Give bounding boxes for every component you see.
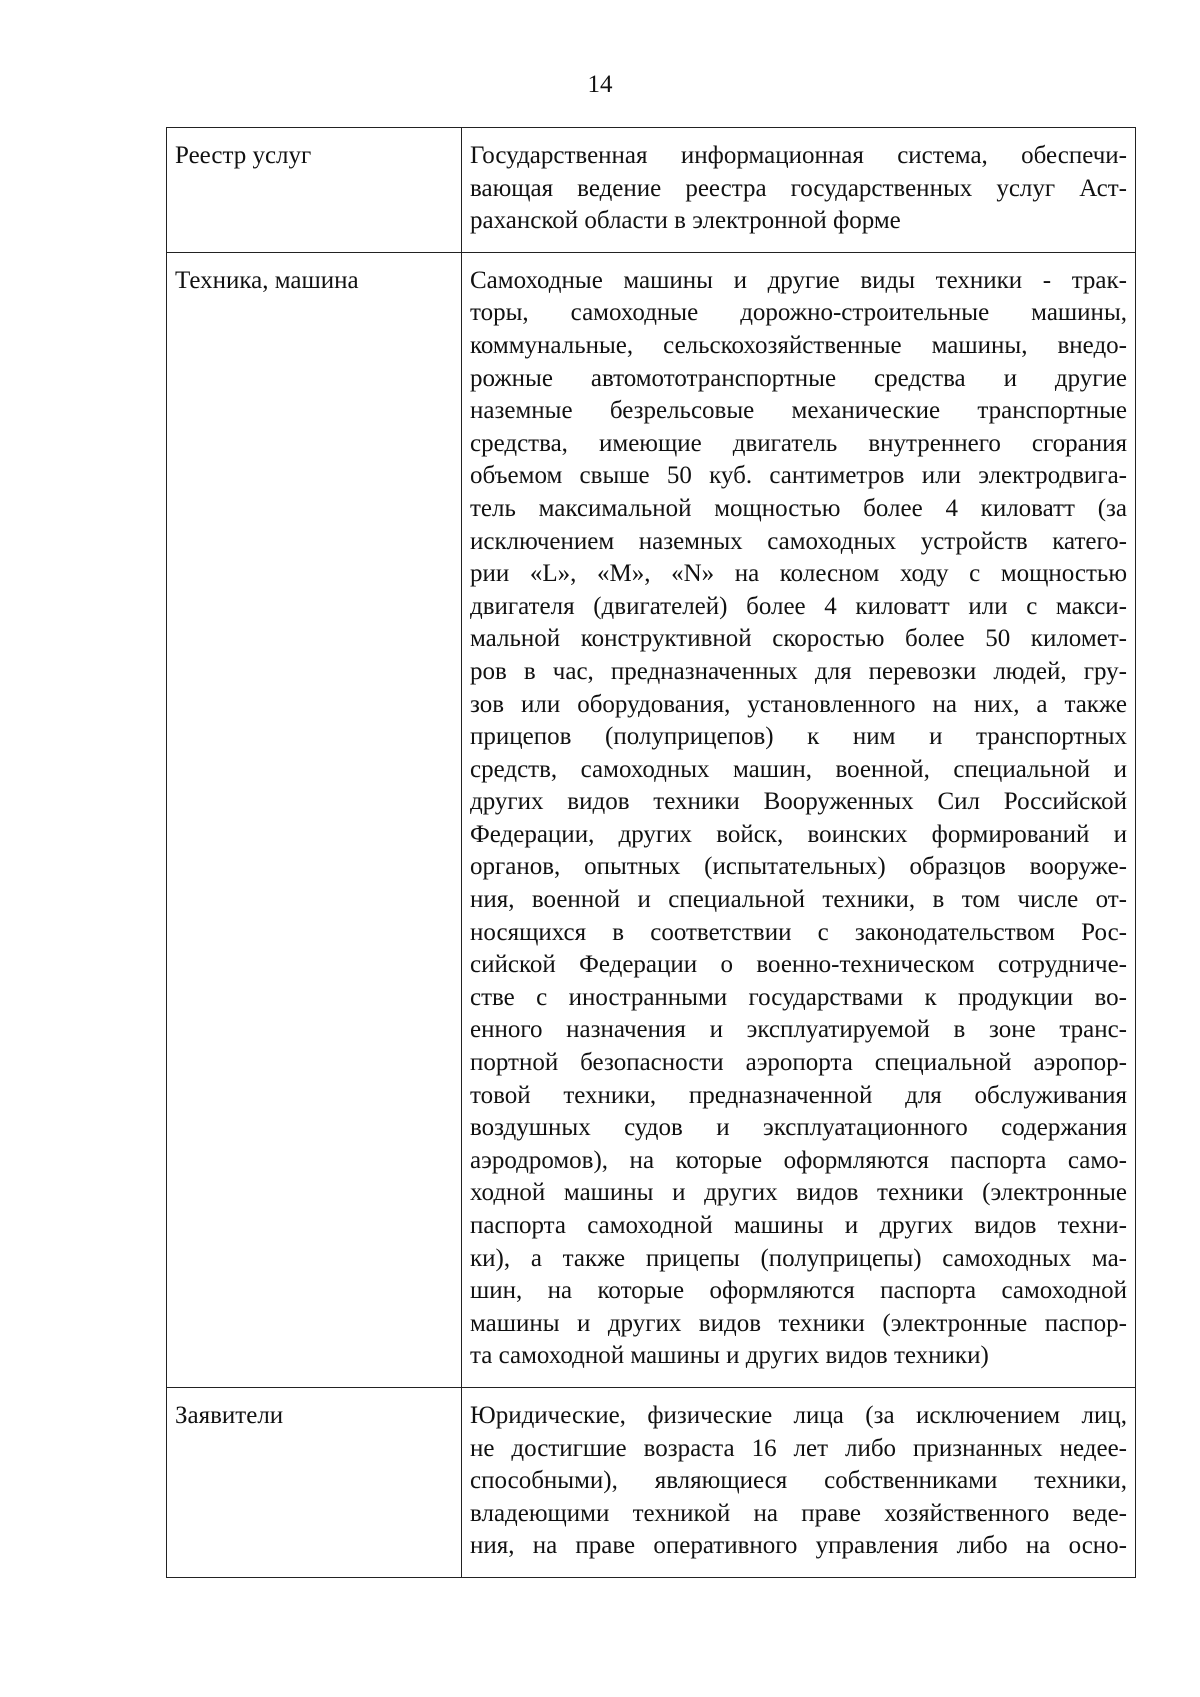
term-cell bbox=[167, 128, 462, 253]
definition-line: рожные автомототранспортные средства и другие bbox=[470, 364, 1127, 392]
definition-line: вающая ведение реестра государственных услуг Аст- bbox=[470, 174, 1127, 202]
definition-line: енного назначения и эксплуатируемой в зоне транс- bbox=[470, 1016, 1127, 1044]
definition-line: сийской Федерации о военно-техническом сотрудниче- bbox=[470, 951, 1127, 979]
definition-line: других видов техники Вооруженных Сил Российской bbox=[470, 788, 1127, 816]
table-row bbox=[167, 1387, 1136, 1577]
term-cell bbox=[167, 252, 462, 1387]
definition-line: Самоходные машины и другие виды техники - трак- bbox=[470, 266, 1127, 294]
definition-line: Юридические, физические лица (за исключением лиц, bbox=[470, 1401, 1127, 1429]
definition-line: ния, на праве оперативного управления либо на осно- bbox=[470, 1532, 1127, 1560]
definition-line: воздушных судов и эксплуатационного содержания bbox=[470, 1114, 1127, 1142]
definition-line: прицепов (полуприцепов) к ним и транспортных bbox=[470, 723, 1127, 751]
definition-line: носящихся в соответствии с законодательством Рос- bbox=[470, 918, 1127, 946]
definition-cell bbox=[462, 1387, 1136, 1577]
definition-line: средства, имеющие двигатель внутреннего сгорания bbox=[470, 429, 1127, 457]
definition-line: объемом свыше 50 куб. сантиметров или электродвига- bbox=[470, 462, 1127, 490]
definition-line: аэродромов), на которые оформляются паспорта само- bbox=[470, 1146, 1127, 1174]
table-row bbox=[167, 252, 1136, 1387]
definition-cell bbox=[462, 128, 1136, 253]
definition-line: не достигшие возраста 16 лет либо признанных недее- bbox=[470, 1434, 1127, 1462]
definition-line: ров в час, предназначенных для перевозки людей, гру- bbox=[470, 657, 1127, 685]
definition-line: та самоходной машины и других видов техники) bbox=[470, 1342, 989, 1370]
definition-line: ки), а также прицепы (полуприцепы) самоходных ма- bbox=[470, 1244, 1127, 1272]
definition-line: органов, опытных (испытательных) образцов вооруже- bbox=[470, 853, 1127, 881]
definition-line: коммунальные, сельскохозяйственные машины, внедо- bbox=[470, 331, 1127, 359]
definition-line: торы, самоходные дорожно-строительные машины, bbox=[470, 299, 1127, 327]
term-text: Техника, машина bbox=[175, 266, 359, 294]
definition-line: мальной конструктивной скоростью более 50 километ- bbox=[470, 625, 1127, 653]
term-cell bbox=[167, 1387, 462, 1577]
definition-line: раханской области в электронной форме bbox=[470, 207, 901, 235]
table-row bbox=[167, 128, 1136, 253]
definition-line: исключением наземных самоходных устройств катего- bbox=[470, 527, 1127, 555]
term-text: Реестр услуг bbox=[175, 142, 312, 169]
definition-line: стве с иностранными государствами к продукции во- bbox=[470, 983, 1127, 1011]
definition-line: товой техники, предназначенной для обслуживания bbox=[470, 1081, 1127, 1109]
definition-line: средств, самоходных машин, военной, специальной и bbox=[470, 755, 1127, 783]
definition-line: способными), являющиеся собственниками техники, bbox=[470, 1467, 1127, 1495]
definition-line: Федерации, других войск, воинских формирований и bbox=[470, 820, 1127, 848]
definition-line: паспорта самоходной машины и других видов техни- bbox=[470, 1212, 1127, 1239]
definition-line: наземные безрельсовые механические транспортные bbox=[470, 397, 1127, 425]
term-text: Заявители bbox=[175, 1401, 284, 1429]
definition-line: Государственная информационная система, обеспечи- bbox=[470, 142, 1127, 169]
definition-line: тель максимальной мощностью более 4 киловатт (за bbox=[470, 494, 1127, 522]
page-number: 14 bbox=[587, 71, 613, 98]
definition-line: двигателя (двигателей) более 4 киловатт или с макси- bbox=[470, 592, 1127, 620]
definition-line: ния, военной и специальной техники, в том числе от- bbox=[470, 886, 1127, 914]
definition-line: зов или оборудования, установленного на них, а также bbox=[470, 690, 1127, 718]
definition-line: рии «L», «M», «N» на колесном ходу с мощностью bbox=[470, 560, 1127, 588]
definition-line: ходной машины и других видов техники (электронные bbox=[470, 1179, 1127, 1207]
definition-line: портной безопасности аэропорта специальной аэропор- bbox=[470, 1049, 1127, 1077]
definition-cell bbox=[462, 252, 1136, 1387]
definitions-table bbox=[166, 127, 1136, 1578]
definition-line: владеющими техникой на праве хозяйственного веде- bbox=[470, 1499, 1127, 1527]
definition-line: шин, на которые оформляются паспорта самоходной bbox=[470, 1277, 1127, 1305]
definition-line: машины и других видов техники (электронные паспор- bbox=[470, 1309, 1127, 1337]
